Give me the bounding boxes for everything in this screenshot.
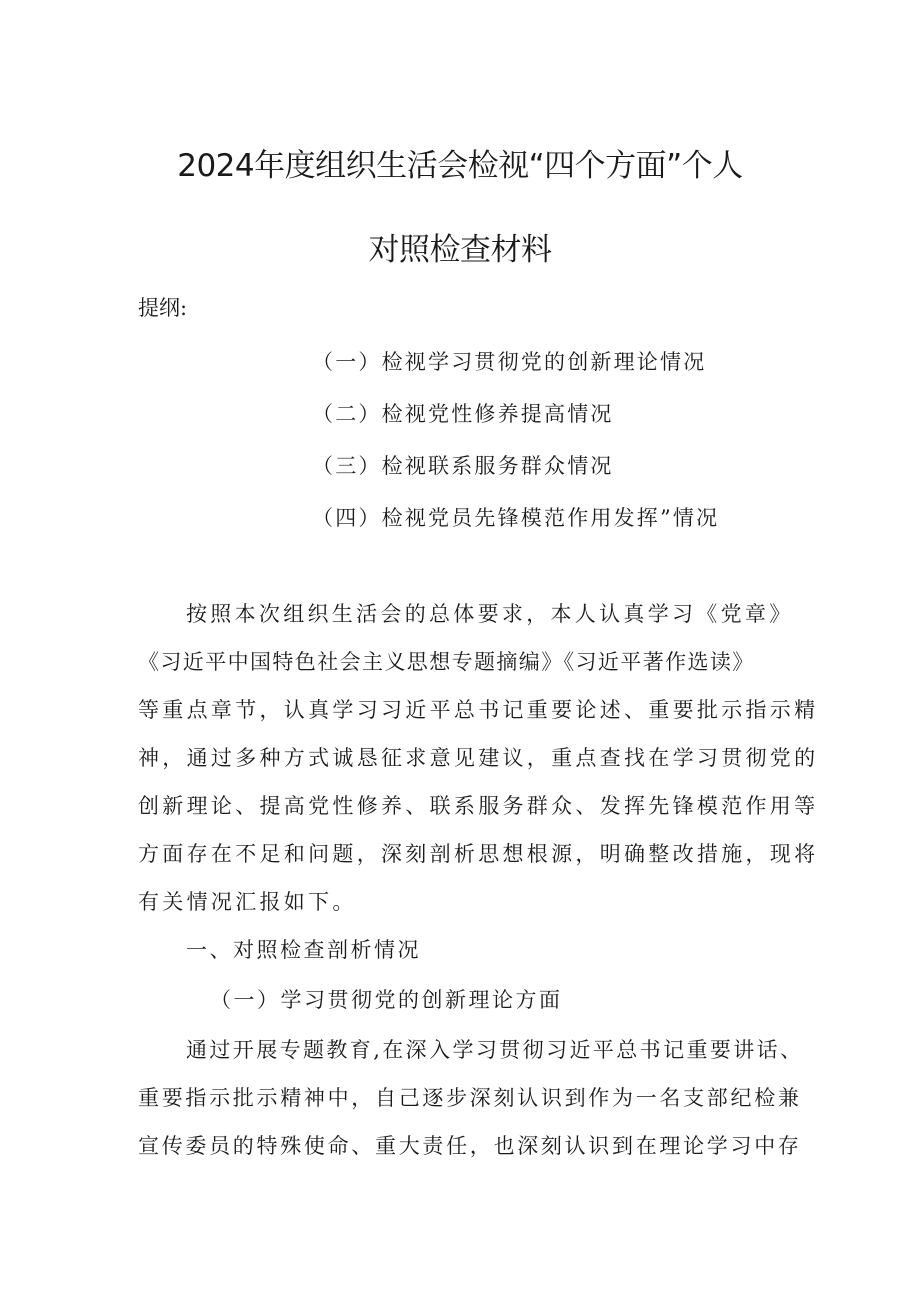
document-title-line-2: 对照检查材料 bbox=[368, 232, 552, 268]
outline-item-4: （四）检视党员先锋模范作用发挥”情况 bbox=[312, 506, 720, 530]
intro-paragraph-line: 等重点章节，认真学习习近平总书记重要论述、重要批示指示精 bbox=[138, 698, 819, 722]
outline-item-1: （一）检视学习贯彻党的创新理论情况 bbox=[312, 350, 707, 374]
document-title-line-1: 2024年度组织生活会检视“四个方面”个人 bbox=[177, 148, 743, 184]
intro-paragraph-line: 方面存在不足和问题，深刻剖析思想根源，明确整改措施，现将 bbox=[138, 842, 819, 866]
outline-label: 提纲: bbox=[138, 296, 188, 320]
intro-paragraph-line: 按照本次组织生活会的总体要求，本人认真学习《党章》 bbox=[186, 602, 794, 626]
intro-paragraph-line: 神，通过多种方式诚恳征求意见建议，重点查找在学习贯彻党的 bbox=[138, 746, 819, 770]
outline-item-3: （三）检视联系服务群众情况 bbox=[312, 454, 614, 478]
intro-paragraph-line: 《习近平中国特色社会主义思想专题摘编》《习近平著作选读》 bbox=[138, 650, 755, 674]
intro-paragraph-line: 创新理论、提高党性修养、联系服务群众、发挥先锋模范作用等 bbox=[138, 794, 819, 818]
intro-paragraph-line: 有关情况汇报如下。 bbox=[138, 890, 357, 914]
subsection-heading-1: （一）学习贯彻党的创新理论方面 bbox=[210, 988, 563, 1012]
outline-item-2: （二）检视党性修养提高情况 bbox=[312, 402, 614, 426]
body-paragraph-line: 重要指示批示精神中，自己逐步深刻认识到作为一名支部纪检兼 bbox=[138, 1086, 802, 1110]
section-heading-1: 一、对照检查剖析情况 bbox=[186, 938, 421, 962]
body-paragraph-line: 宣传委员的特殊使命、重大责任，也深刻认识到在理论学习中存 bbox=[138, 1134, 802, 1158]
body-paragraph-line: 通过开展专题教育,在深入学习贯彻习近平总书记重要讲话、 bbox=[186, 1038, 804, 1062]
